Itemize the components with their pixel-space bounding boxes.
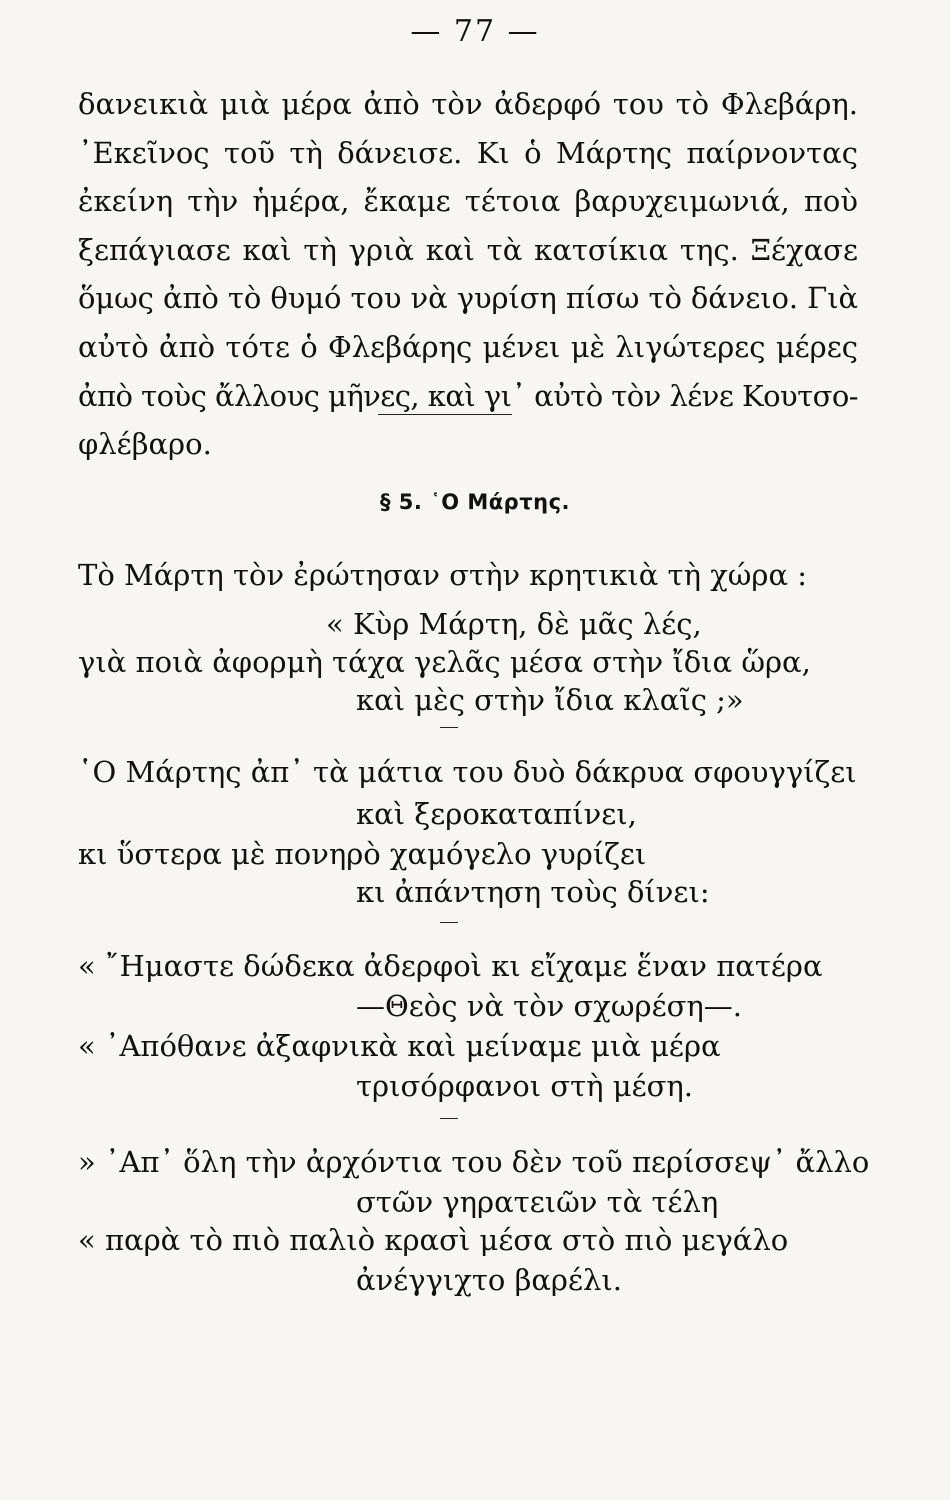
page-number: — 77 — — [410, 14, 540, 49]
poem-line: ῾Ο Μάρτης ἀπ᾽ τὰ μάτια του δυὸ δάκρυα σφουγγίζει — [78, 755, 857, 789]
poem-line: κι ἀπάντηση τοὺς δίνει: — [356, 875, 710, 909]
prose-line: φλέβαρο. — [78, 427, 212, 462]
prose-line: ξεπάγιασε καὶ τὴ γριὰ καὶ τὰ κατσίκια της. Ξέχασε — [78, 232, 858, 267]
section-divider — [378, 414, 512, 415]
poem-line: « ᾽Απόθανε ἀξαφνικὰ καὶ μείναμε μιὰ μέρα — [78, 1029, 721, 1063]
prose-line: δανεικιὰ μιὰ μέρα ἀπὸ τὸν ἀδερφό του τὸ Φλεβάρη. — [78, 87, 858, 121]
poem-line: κι ὕστερα μὲ πονηρὸ χαμόγελο γυρίζει — [78, 837, 647, 871]
poem-line: « παρὰ τὸ πιὸ παλιὸ κρασὶ μέσα στὸ πιὸ μεγάλο — [78, 1223, 789, 1257]
poem-line: « ῎Ημαστε δώδεκα ἀδερφοὶ κι εἴχαμε ἕναν πατέρα — [78, 949, 823, 983]
poem-line: καὶ μὲς στὴν ἴδια κλαῖς ;» — [356, 683, 744, 717]
prose-line: αὐτὸ ἀπὸ τότε ὁ Φλεβάρης μένει μὲ λιγώτερες μέρες — [78, 329, 858, 364]
poem-line: γιὰ ποιὰ ἀφορμὴ τάχα γελᾶς μέσα στὴν ἴδια ὥρα, — [78, 645, 811, 679]
stanza-separator — [440, 727, 458, 728]
poem-line: ἀνέγγιχτο βαρέλι. — [356, 1263, 622, 1297]
poem-line: Τὸ Μάρτη τὸν ἐρώτησαν στὴν κρητικιὰ τὴ χώρα : — [78, 558, 808, 592]
prose-line: ὅμως ἀπὸ τὸ θυμό του νὰ γυρίση πίσω τὸ δάνειο. Γιὰ — [78, 281, 858, 316]
poem-line: —Θεὸς νὰ τὸν σχωρέση—. — [356, 989, 742, 1023]
poem-line: στῶν γηρατειῶν τὰ τέλη — [356, 1185, 719, 1219]
poem-line: » ᾽Απ᾽ ὅλη τὴν ἀρχόντια του δὲν τοῦ περίσσεψ᾽ ἄλλο — [78, 1145, 870, 1179]
prose-line: ἀπὸ τοὺς ἄλλους μῆνες, καὶ γι᾽ αὐτὸ τὸν λένε Κουτσο- — [78, 378, 858, 413]
prose-line: ἐκείνη τὴν ἡμέρα, ἔκαμε τέτοια βαρυχειμωνιά, ποὺ — [78, 184, 858, 219]
section-heading: § 5. ῾Ο Μάρτης. — [379, 490, 570, 514]
prose-paragraph — [78, 80, 858, 469]
poem-line: τρισόρφανοι στὴ μέση. — [356, 1069, 694, 1103]
stanza-separator — [440, 922, 458, 923]
poem-line: καὶ ξεροκαταπίνει, — [356, 797, 637, 831]
stanza-separator — [440, 1118, 458, 1119]
poem-line: « Κὺρ Μάρτη, δὲ μᾶς λές, — [326, 607, 702, 641]
prose-line: ᾽Εκεῖνος τοῦ τὴ δάνεισε. Κι ὁ Μάρτης παίρνοντας — [78, 135, 858, 170]
